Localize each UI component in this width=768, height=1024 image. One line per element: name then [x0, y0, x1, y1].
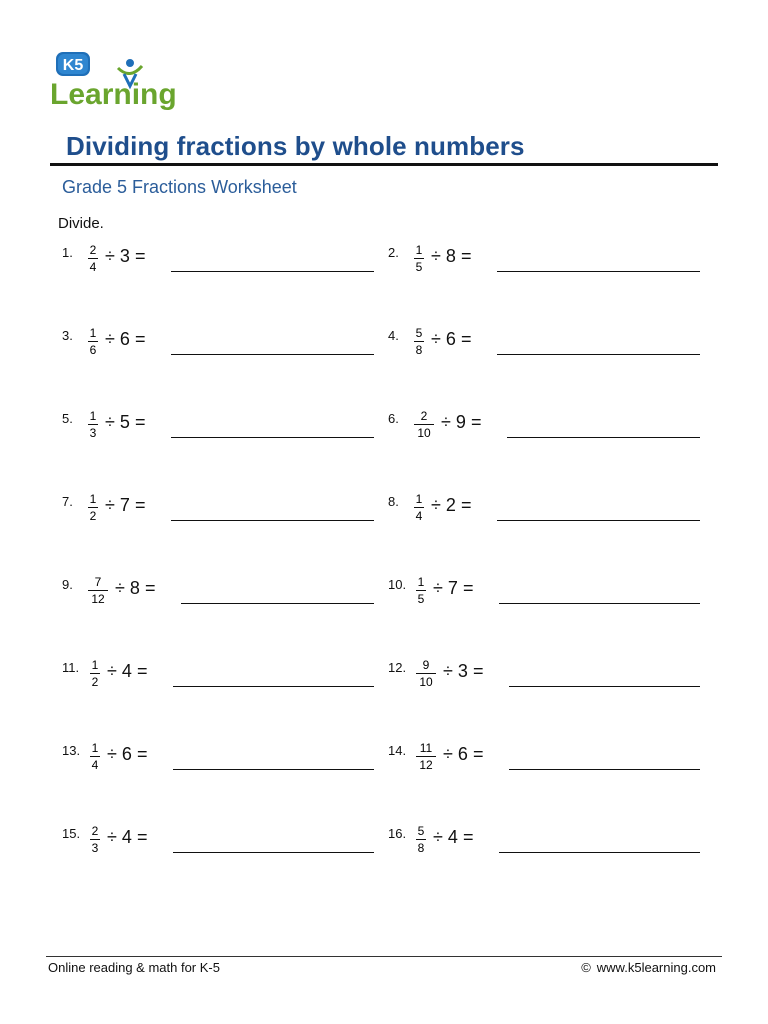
fraction	[414, 492, 424, 523]
problem-number: 13.	[62, 743, 81, 758]
fraction-bar	[414, 507, 424, 508]
divisor: 7	[447, 578, 458, 598]
problem-item	[388, 743, 708, 787]
problem-item	[62, 660, 382, 704]
fraction-bar	[88, 590, 108, 591]
fraction	[414, 409, 434, 440]
divide-symbol: ÷	[105, 329, 115, 349]
divisor: 5	[119, 412, 130, 432]
problem-number: 10.	[388, 577, 407, 592]
problem-number: 3.	[62, 328, 73, 343]
k5-logo-graphic	[48, 50, 188, 112]
division-expression	[443, 661, 483, 682]
fraction-numerator: 1	[89, 326, 97, 340]
fraction-denominator: 8	[417, 841, 425, 855]
answer-line[interactable]	[171, 271, 374, 272]
answer-line[interactable]	[497, 271, 700, 272]
fraction-denominator: 8	[415, 343, 423, 357]
fraction-numerator: 7	[94, 575, 102, 589]
logo-badge-text: K5	[62, 57, 84, 74]
problem-number: 14.	[388, 743, 407, 758]
fraction	[414, 326, 424, 357]
fraction	[414, 243, 424, 274]
problem-item	[62, 826, 382, 870]
problem-number: 2.	[388, 245, 399, 260]
division-expression	[431, 495, 471, 516]
answer-line[interactable]	[499, 852, 700, 853]
problem-item	[388, 577, 708, 621]
divisor: 4	[121, 661, 132, 681]
footer-website	[581, 960, 716, 975]
fraction	[90, 658, 100, 689]
divide-symbol: ÷	[433, 827, 443, 847]
answer-line[interactable]	[499, 603, 700, 604]
divide-symbol: ÷	[107, 744, 117, 764]
problem-item	[388, 494, 708, 538]
answer-line[interactable]	[171, 437, 374, 438]
divide-symbol: ÷	[115, 578, 125, 598]
fraction-bar	[416, 756, 436, 757]
answer-line[interactable]	[171, 354, 374, 355]
problem-item	[388, 660, 708, 704]
answer-line[interactable]	[173, 686, 374, 687]
problem-item	[62, 494, 382, 538]
fraction-numerator: 2	[89, 243, 97, 257]
answer-line[interactable]	[173, 852, 374, 853]
fraction	[88, 492, 98, 523]
fraction-bar	[88, 507, 98, 508]
divide-symbol: ÷	[443, 744, 453, 764]
fraction-bar	[88, 258, 98, 259]
copyright-symbol: ©	[581, 960, 591, 975]
answer-line[interactable]	[509, 686, 700, 687]
fraction	[88, 409, 98, 440]
divide-symbol: ÷	[443, 661, 453, 681]
fraction-numerator: 1	[89, 409, 97, 423]
divide-symbol: ÷	[431, 329, 441, 349]
problem-item	[62, 577, 382, 621]
division-expression	[433, 578, 473, 599]
divide-symbol: ÷	[107, 827, 117, 847]
division-expression	[107, 827, 147, 848]
fraction-numerator: 9	[422, 658, 430, 672]
equals-symbol: =	[136, 744, 148, 764]
divisor: 8	[129, 578, 140, 598]
fraction	[88, 243, 98, 274]
divide-symbol: ÷	[105, 495, 115, 515]
fraction-numerator: 5	[415, 326, 423, 340]
fraction-denominator: 4	[415, 509, 423, 523]
fraction-denominator: 2	[89, 509, 97, 523]
equals-symbol: =	[462, 827, 474, 847]
k5-learning-logo	[48, 50, 188, 112]
divisor: 2	[445, 495, 456, 515]
problem-item	[62, 328, 382, 372]
divide-symbol: ÷	[433, 578, 443, 598]
equals-symbol: =	[460, 246, 472, 266]
equals-symbol: =	[144, 578, 156, 598]
problem-item	[388, 245, 708, 289]
fraction-bar	[88, 424, 98, 425]
logo-word-text: Learning	[50, 78, 177, 111]
equals-symbol: =	[470, 412, 482, 432]
fraction-bar	[414, 341, 424, 342]
equals-symbol: =	[134, 246, 146, 266]
problem-item	[388, 826, 708, 870]
fraction-bar	[88, 341, 98, 342]
fraction-numerator: 1	[91, 741, 99, 755]
fraction-denominator: 12	[91, 592, 105, 606]
problem-number: 4.	[388, 328, 399, 343]
equals-symbol: =	[472, 661, 484, 681]
divide-symbol: ÷	[105, 412, 115, 432]
fraction-bar	[90, 756, 100, 757]
equals-symbol: =	[134, 329, 146, 349]
fraction-bar	[416, 673, 436, 674]
division-expression	[107, 661, 147, 682]
footer-url[interactable]: www.k5learning.com	[596, 960, 716, 975]
fraction	[88, 326, 98, 357]
division-expression	[105, 495, 145, 516]
problem-number: 11.	[62, 660, 80, 675]
fraction-denominator: 5	[415, 260, 423, 274]
fraction-denominator: 10	[417, 426, 431, 440]
equals-symbol: =	[472, 744, 484, 764]
division-expression	[443, 744, 483, 765]
problem-item	[62, 245, 382, 289]
fraction-numerator: 1	[91, 658, 99, 672]
equals-symbol: =	[460, 495, 472, 515]
divide-symbol: ÷	[441, 412, 451, 432]
fraction	[416, 741, 436, 772]
fraction-denominator: 12	[419, 758, 433, 772]
problem-item	[62, 411, 382, 455]
fraction-numerator: 2	[91, 824, 99, 838]
problem-item	[62, 743, 382, 787]
division-expression	[107, 744, 147, 765]
fraction-numerator: 1	[415, 492, 423, 506]
problem-number: 7.	[62, 494, 73, 509]
fraction	[416, 658, 436, 689]
division-expression	[433, 827, 473, 848]
fraction	[90, 824, 100, 855]
answer-line[interactable]	[497, 520, 700, 521]
answer-line[interactable]	[181, 603, 374, 604]
divisor: 3	[457, 661, 468, 681]
equals-symbol: =	[460, 329, 472, 349]
division-expression	[441, 412, 481, 433]
divisor: 4	[447, 827, 458, 847]
footer-tagline: Online reading & math for K-5	[48, 960, 220, 975]
divisor: 6	[457, 744, 468, 764]
answer-line[interactable]	[497, 354, 700, 355]
answer-line[interactable]	[173, 769, 374, 770]
divide-symbol: ÷	[431, 246, 441, 266]
division-expression	[115, 578, 155, 599]
problem-number: 6.	[388, 411, 399, 426]
fraction-bar	[416, 839, 426, 840]
fraction-denominator: 2	[91, 675, 99, 689]
problem-item	[388, 328, 708, 372]
fraction-numerator: 1	[417, 575, 425, 589]
fraction-bar	[414, 424, 434, 425]
divisor: 9	[455, 412, 466, 432]
title-divider	[50, 163, 718, 166]
fraction-bar	[414, 258, 424, 259]
divisor: 3	[119, 246, 130, 266]
divide-symbol: ÷	[105, 246, 115, 266]
divisor: 6	[445, 329, 456, 349]
fraction-numerator: 5	[417, 824, 425, 838]
fraction-denominator: 3	[91, 841, 99, 855]
fraction-numerator: 1	[89, 492, 97, 506]
answer-line[interactable]	[171, 520, 374, 521]
divide-symbol: ÷	[431, 495, 441, 515]
fraction-bar	[90, 673, 100, 674]
fraction-denominator: 3	[89, 426, 97, 440]
equals-symbol: =	[134, 412, 146, 432]
fraction	[90, 741, 100, 772]
problem-item	[388, 411, 708, 455]
fraction-denominator: 5	[417, 592, 425, 606]
fraction-denominator: 4	[89, 260, 97, 274]
problem-number: 8.	[388, 494, 399, 509]
divisor: 6	[121, 744, 132, 764]
problem-number: 16.	[388, 826, 407, 841]
divisor: 4	[121, 827, 132, 847]
division-expression	[431, 246, 471, 267]
fraction-denominator: 4	[91, 758, 99, 772]
equals-symbol: =	[136, 661, 148, 681]
fraction	[416, 575, 426, 606]
division-expression	[431, 329, 471, 350]
fraction-numerator: 1	[415, 243, 423, 257]
problem-number: 5.	[62, 411, 73, 426]
instructions-text: Divide.	[58, 215, 104, 232]
problem-number: 1.	[62, 245, 73, 260]
divide-symbol: ÷	[107, 661, 117, 681]
division-expression	[105, 412, 145, 433]
problem-number: 9.	[62, 577, 73, 592]
divisor: 6	[119, 329, 130, 349]
fraction	[88, 575, 108, 606]
fraction-bar	[416, 590, 426, 591]
footer-divider	[46, 956, 722, 957]
division-expression	[105, 329, 145, 350]
page-title: Dividing fractions by whole numbers	[66, 131, 525, 161]
equals-symbol: =	[134, 495, 146, 515]
equals-symbol: =	[136, 827, 148, 847]
answer-line[interactable]	[509, 769, 700, 770]
fraction-denominator: 10	[419, 675, 433, 689]
equals-symbol: =	[462, 578, 474, 598]
fraction-numerator: 2	[420, 409, 428, 423]
fraction-denominator: 6	[89, 343, 97, 357]
problem-number: 12.	[388, 660, 407, 675]
worksheet-subtitle: Grade 5 Fractions Worksheet	[62, 177, 297, 197]
fraction-numerator: 11	[419, 741, 433, 755]
divisor: 7	[119, 495, 130, 515]
divisor: 8	[445, 246, 456, 266]
problem-number: 15.	[62, 826, 81, 841]
division-expression	[105, 246, 145, 267]
fraction	[416, 824, 426, 855]
answer-line[interactable]	[507, 437, 700, 438]
fraction-bar	[90, 839, 100, 840]
